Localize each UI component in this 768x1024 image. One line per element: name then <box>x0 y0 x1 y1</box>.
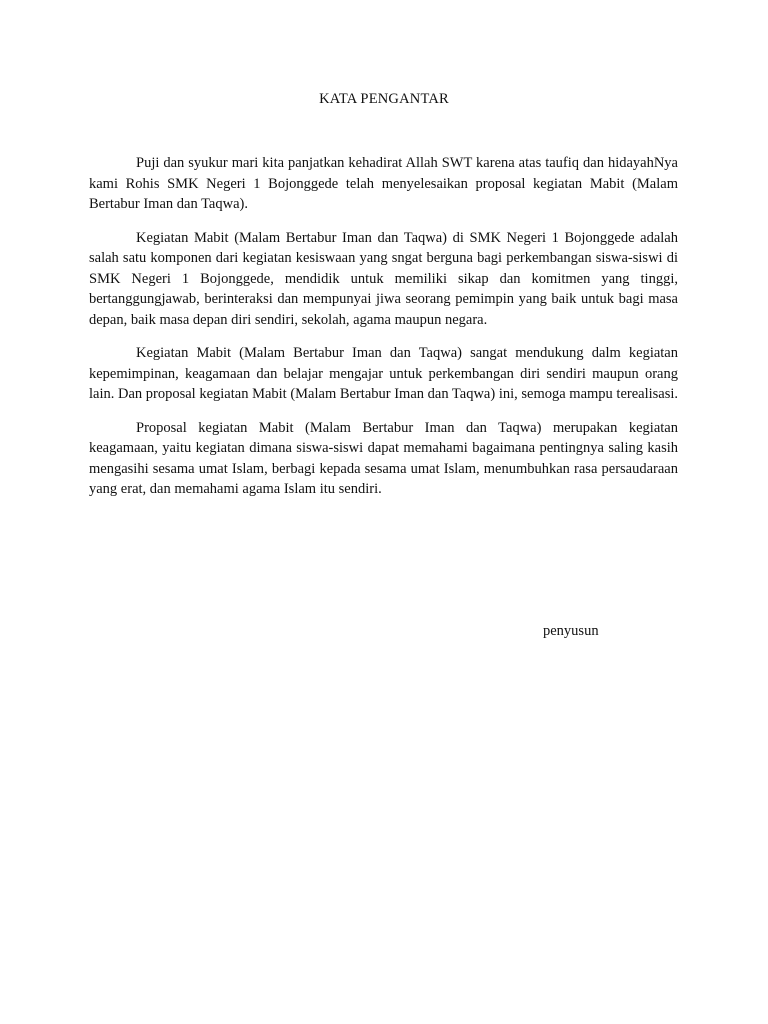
paragraph-4: Proposal kegiatan Mabit (Malam Bertabur Iman dan Taqwa) merupakan kegiatan keagamaan, yaitu kegiatan dimana siswa-siswi dapat memahami bagaimana pentingnya saling kasih mengasihi sesama umat Islam, berbagi kepada sesama umat Islam, menumbuhkan rasa persaudaraan yang erat, dan memahami agama Islam itu sendiri. <box>89 419 678 497</box>
document-body <box>89 153 678 513</box>
paragraph-3: Kegiatan Mabit (Malam Bertabur Iman dan Taqwa) sangat mendukung dalm kegiatan kepemimpinan, keagamaan dan belajar mengajar untuk perkembangan diri sendiri maupun orang lain. Dan proposal kegiatan Mabit (Malam Bertabur Iman dan Taqwa) ini, semoga mampu terealisasi. <box>89 345 679 402</box>
paragraph-1: Puji dan syukur mari kita panjatkan kehadirat Allah SWT karena atas taufiq dan hidayahNya kami Rohis SMK Negeri 1 Bojonggede telah menyelesaikan proposal kegiatan Mabit (Malam Bertabur Iman dan Taqwa). <box>89 155 678 212</box>
paragraph-2: Kegiatan Mabit (Malam Bertabur Iman dan Taqwa) di SMK Negeri 1 Bojonggede adalah salah satu komponen dari kegiatan kesiswaan yang sngat berguna bagi perkembangan siswa-siswi di SMK Negeri 1 Bojonggede, mendidik untuk memiliki sikap dan komitmen yang tinggi, bertanggungjawab, berinteraksi dan mempunyai jiwa seorang pemimpin yang baik untuk bagi masa depan, baik masa depan diri sendiri, sekolah, agama maupun negara. <box>89 229 678 328</box>
page-title: KATA PENGANTAR <box>319 91 449 107</box>
signature-label: penyusun <box>543 623 599 639</box>
